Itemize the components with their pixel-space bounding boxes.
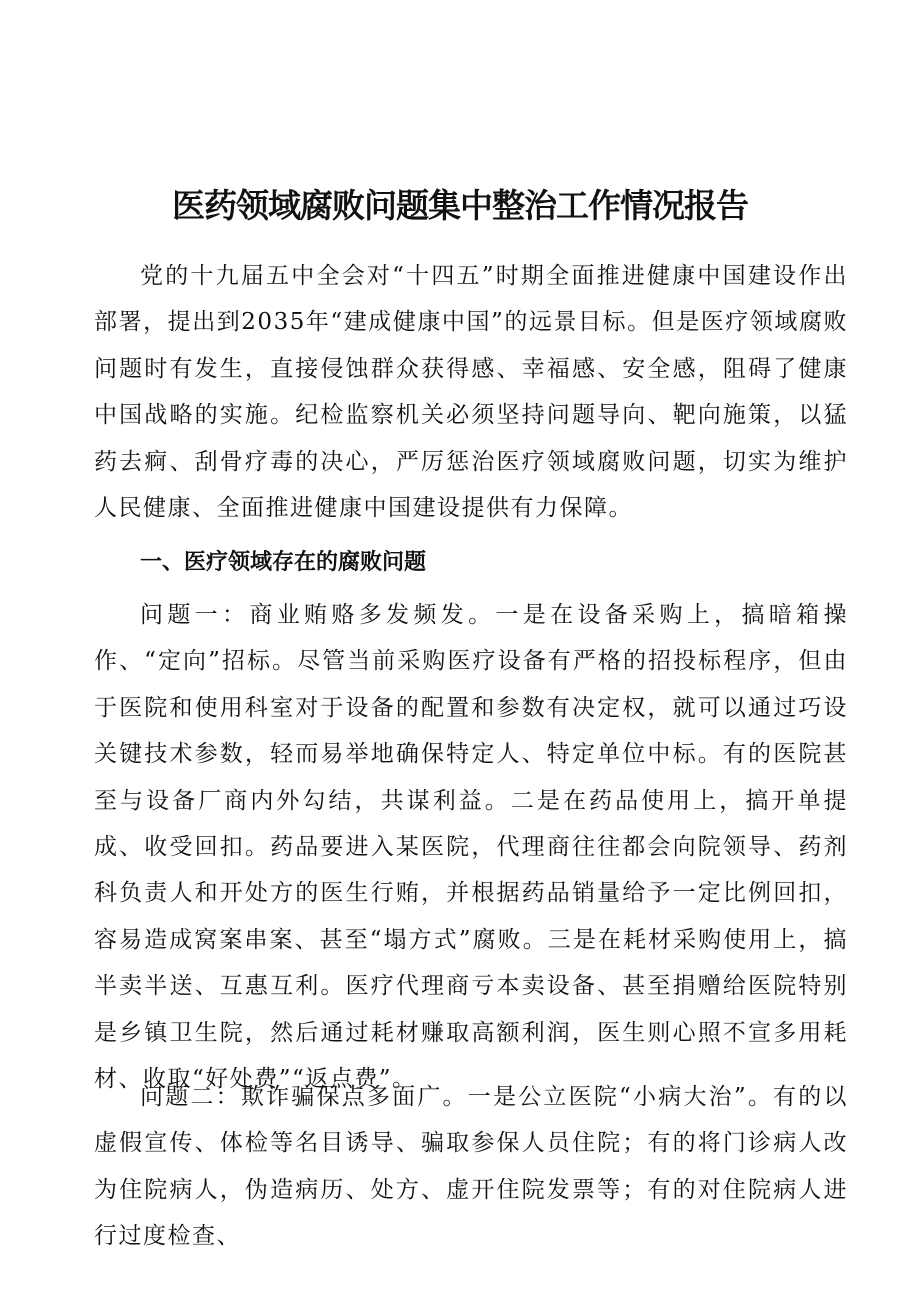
problem-two-paragraph: 问题二：欺诈骗保点多面广。一是公立医院“小病大治”。有的以虚假宣传、体检等名目诱导、骗取参保人员住院；有的将门诊病人改为住院病人，伪造病历、处方、虚开住院发票等；有的对住院病人进行过度检查、 [94, 1084, 848, 1250]
section-one-heading: 一、医疗领域存在的腐败问题 [140, 550, 427, 575]
intro-paragraph: 党的十九届五中全会对“十四五”时期全面推进健康中国建设作出部署，提出到2035年“建成健康中国”的远景目标。但是医疗领域腐败问题时有发生，直接侵蚀群众获得感、幸福感、安全感，阻碍了健康中国战略的实施。纪检监察机关必须坚持问题导向、靶向施策，以猛药去痾、刮骨疗毒的决心，严厉惩治医疗领域腐败问题，切实为维护人民健康、全面推进健康中国建设提供有力保障。 [94, 263, 848, 522]
document-title: 医药领域腐败问题集中整治工作情况报告 [172, 186, 748, 226]
problem-one-paragraph: 问题一：商业贿赂多发频发。一是在设备采购上，搞暗箱操作、“定向”招标。尽管当前采购医疗设备有严格的招投标程序，但由于医院和使用科室对于设备的配置和参数有决定权，就可以通过巧设关键技术参数，轻而易举地确保特定人、特定单位中标。有的医院甚至与设备厂商内外勾结，共谋利益。二是在药品使用上，搞开单提成、收受回扣。药品要进入某医院，代理商往往都会向院领导、药剂科负责人和开处方的医生行贿，并根据药品销量给予一定比例回扣，容易造成窝案串案、甚至“塌方式”腐败。三是在耗材采购使用上，搞半卖半送、互惠互利。医疗代理商亏本卖设备、甚至捐赠给医院特别是乡镇卫生院，然后通过耗材赚取高额利润，医生则心照不宣多用耗材、收取“好处费”“返点费”。 [94, 602, 848, 1093]
